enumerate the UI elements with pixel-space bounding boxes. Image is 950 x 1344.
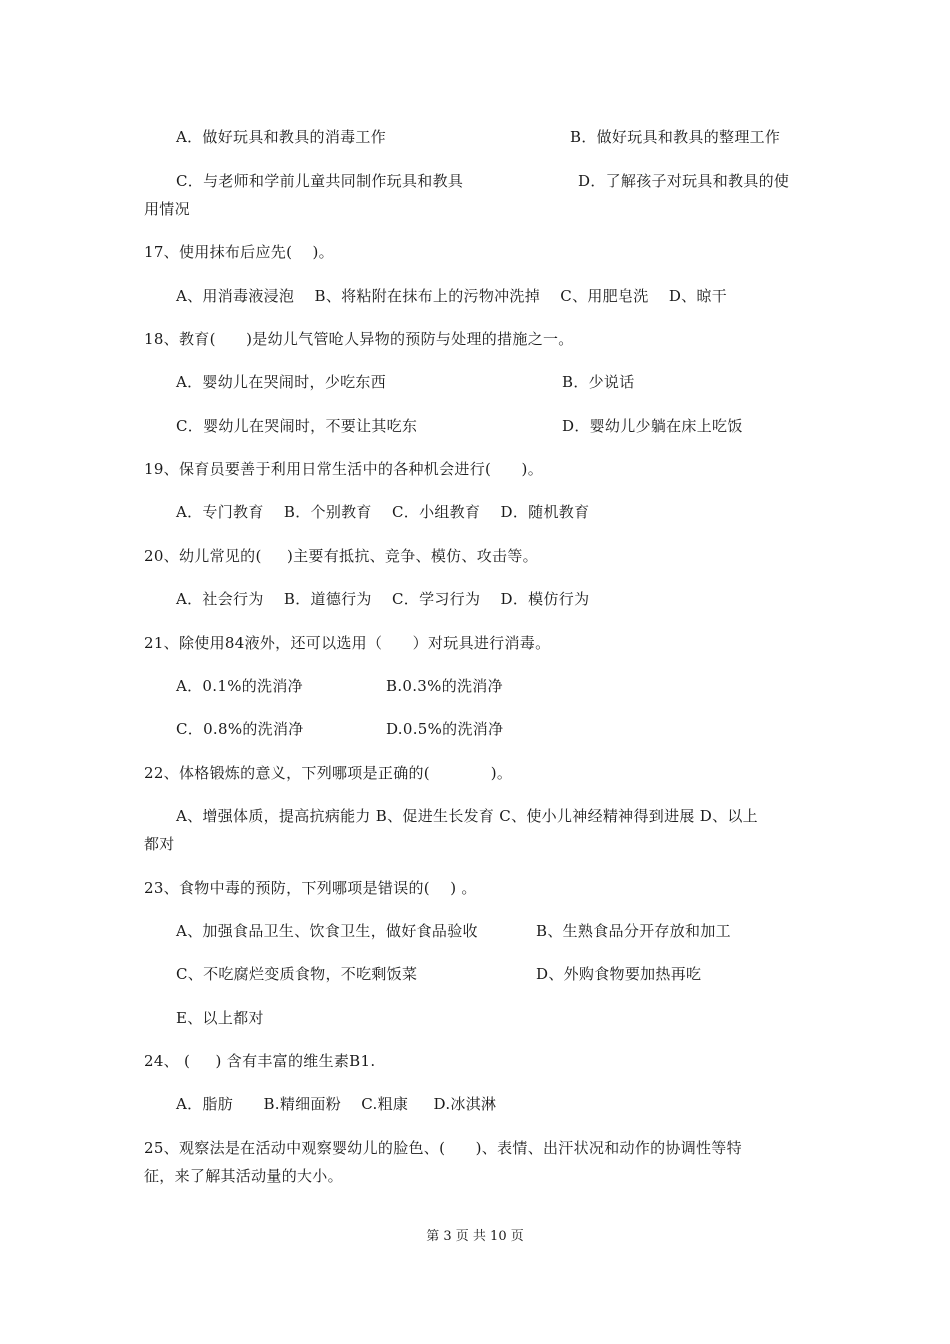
q18-stem: 18、教育( )是幼儿气管呛人异物的预防与处理的措施之一。 xyxy=(144,330,574,348)
q18-option-d: D．婴幼儿少躺在床上吃饭 xyxy=(562,417,743,435)
q23-option-e: E、以上都对 xyxy=(176,1009,264,1027)
q17-stem: 17、使用抹布后应先( )。 xyxy=(144,243,334,261)
q21-option-a: A．0.1%的洗消净 xyxy=(176,677,303,695)
q23-option-b: B、生熟食品分开存放和加工 xyxy=(536,922,731,940)
q16-option-d-continued: 用情况 xyxy=(144,200,190,218)
q16-option-a: A．做好玩具和教具的消毒工作 xyxy=(176,128,387,146)
q25-stem-continued: 征，来了解其活动量的大小。 xyxy=(144,1167,343,1185)
q21-option-b: B.0.3%的洗消净 xyxy=(386,677,503,695)
q23-option-d: D、外购食物要加热再吃 xyxy=(536,965,702,983)
q22-options-continued: 都对 xyxy=(144,835,175,853)
q22-options: A、增强体质，提高抗病能力 B、促进生长发育 C、使小儿神经精神得到进展 D、以上 xyxy=(176,807,758,825)
q23-option-c: C、不吃腐烂变质食物，不吃剩饭菜 xyxy=(176,965,418,983)
q21-option-d: D.0.5%的洗消净 xyxy=(386,720,504,738)
q18-option-a: A．婴幼儿在哭闹时，少吃东西 xyxy=(176,373,387,391)
q19-options: A．专门教育 B．个别教育 C．小组教育 D．随机教育 xyxy=(176,503,590,521)
q20-stem: 20、幼儿常见的( )主要有抵抗、竞争、模仿、攻击等。 xyxy=(144,547,538,565)
q19-stem: 19、保育员要善于利用日常生活中的各种机会进行( )。 xyxy=(144,460,544,478)
q23-stem: 23、食物中毒的预防，下列哪项是错误的( ) 。 xyxy=(144,879,477,897)
q17-options: A、用消毒液浸泡 B、将粘附在抹布上的污物冲洗掉 C、用肥皂洗 D、晾干 xyxy=(176,287,728,305)
q18-option-c: C．婴幼儿在哭闹时，不要让其吃东 xyxy=(176,417,418,435)
q16-option-d: D．了解孩子对玩具和教具的使 xyxy=(578,172,790,190)
q18-option-b: B．少说话 xyxy=(562,373,635,391)
q21-stem: 21、除使用84液外，还可以选用（ ）对玩具进行消毒。 xyxy=(144,634,551,652)
q24-stem: 24、 ( ) 含有丰富的维生素B1. xyxy=(144,1052,376,1070)
q21-option-c: C．0.8%的洗消净 xyxy=(176,720,304,738)
q23-option-a: A、加强食品卫生、饮食卫生，做好食品验收 xyxy=(176,922,478,940)
q16-option-c: C．与老师和学前儿童共同制作玩具和教具 xyxy=(176,172,464,190)
q20-options: A．社会行为 B．道德行为 C．学习行为 D．模仿行为 xyxy=(176,590,590,608)
q22-stem: 22、体格锻炼的意义，下列哪项是正确的( )。 xyxy=(144,764,513,782)
q24-options: A．脂肪 B.精细面粉 C.粗康 D.冰淇淋 xyxy=(176,1095,497,1113)
q16-option-b: B．做好玩具和教具的整理工作 xyxy=(570,128,781,146)
q25-stem: 25、观察法是在活动中观察婴幼儿的脸色、( )、表情、出汗状况和动作的协调性等特 xyxy=(144,1139,742,1157)
page-number: 第 3 页 共 10 页 xyxy=(426,1229,524,1244)
